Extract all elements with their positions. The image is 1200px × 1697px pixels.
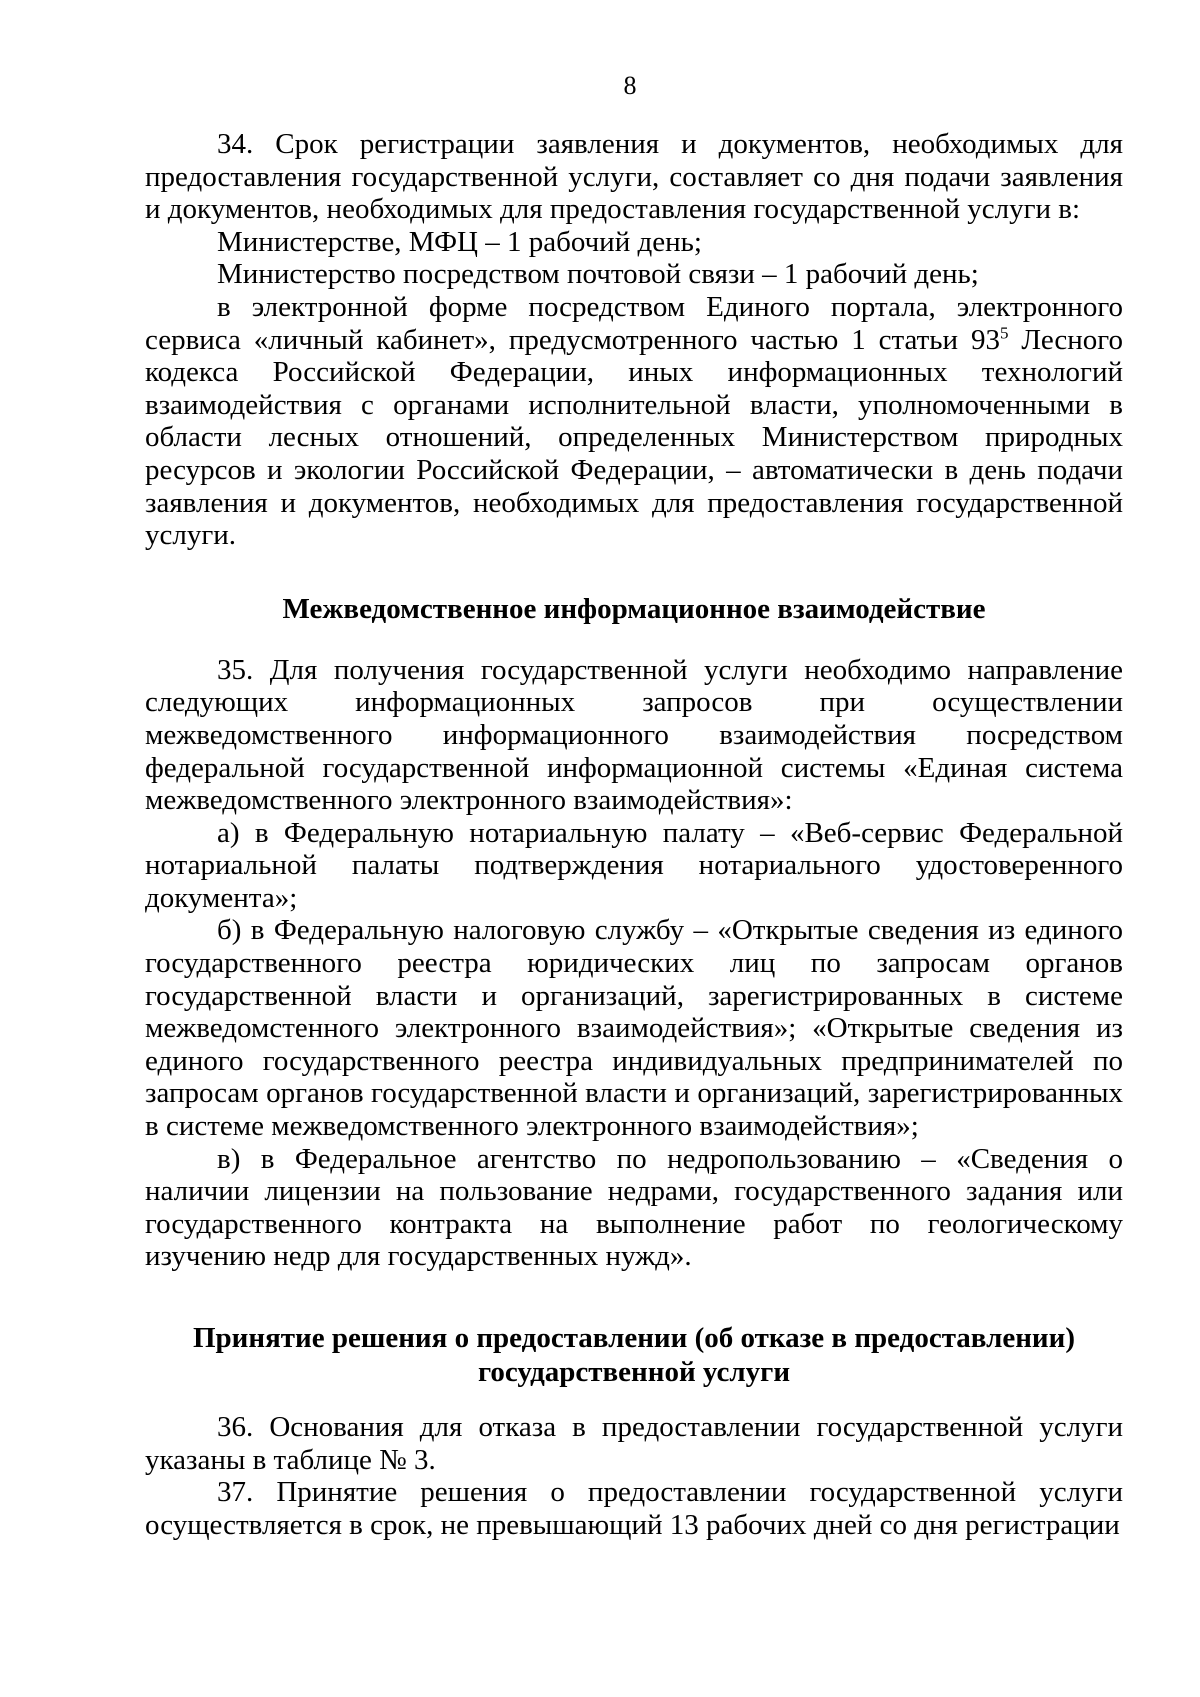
paragraph-37: 37. Принятие решения о предоставлении государственной услуги осуществляется в срок, не превышающий 13 рабочих дней со дня регистрации <box>145 1476 1123 1541</box>
list-item-a: а) в Федеральную нотариальную палату – «Веб-сервис Федеральной нотариальной палаты подтверждения нотариального удостоверенного документа»; <box>145 816 1123 914</box>
article-superscript: 5 <box>999 322 1009 342</box>
list-item-electronic <box>145 291 1123 552</box>
heading-decision-line1: Принятие решения о предоставлении (об отказе в предоставлении) <box>193 1322 1075 1354</box>
paragraph-34: 34. Срок регистрации заявления и документов, необходимых для предоставления государственной услуги, составляет со дня подачи заявления и документов, необходимых для предоставления государственной услуги в: <box>145 128 1123 226</box>
heading-decision <box>145 1321 1123 1389</box>
list-item-post: Министерство посредством почтовой связи – 1 рабочий день; <box>217 258 979 291</box>
electronic-text-part1: в электронной форме посредством Единого портала, электронного сервиса «личный кабинет», предусмотренного частью 1 статьи 93 <box>145 290 1123 356</box>
paragraph-35: 35. Для получения государственной услуги необходимо направление следующих информационных запросов при осуществлении межведомственного информационного взаимодействия посредством федеральной государственной информационной системы «Единая система межведомственного электронного взаимодействия»: <box>145 653 1123 817</box>
heading-interagency: Межведомственное информационное взаимодействие <box>282 592 986 625</box>
paragraph-36: 36. Основания для отказа в предоставлении государственной услуги указаны в таблице № 3. <box>145 1411 1123 1476</box>
page-number: 8 <box>623 71 637 100</box>
heading-decision-line2: государственной услуги <box>477 1356 791 1388</box>
document-body <box>145 128 1123 1541</box>
list-item-b: б) в Федеральную налоговую службу – «Открытые сведения из единого государственного реестра юридических лиц по запросам органов государственной власти и организаций, зарегистрированных в системе межведомстенного электронного взаимодействия»; «Открытые сведения из единого государственного реестра индивидуальных предпринимателей по запросам органов государственной власти и организаций, зарегистрированных в системе межведомственного электронного взаимодействия»; <box>145 914 1123 1143</box>
list-item-c: в) в Федеральное агентство по недропользованию – «Сведения о наличии лицензии на пользование недрами, государственного задания или государственного контракта на выполнение работ по геологическому изучению недр для государственных нужд». <box>145 1142 1123 1273</box>
electronic-text-part2: Лесного кодекса Российской Федерации, иных информационных технологий взаимодействия с органами исполнительной власти, уполномоченными в области лесных отношений, определенных Министерством природных ресурсов и экологии Российской Федерации, – автоматически в день подачи заявления и документов, необходимых для предоставления государственной услуги. <box>145 323 1123 552</box>
list-item-ministry: Министерстве, МФЦ – 1 рабочий день; <box>217 225 702 258</box>
